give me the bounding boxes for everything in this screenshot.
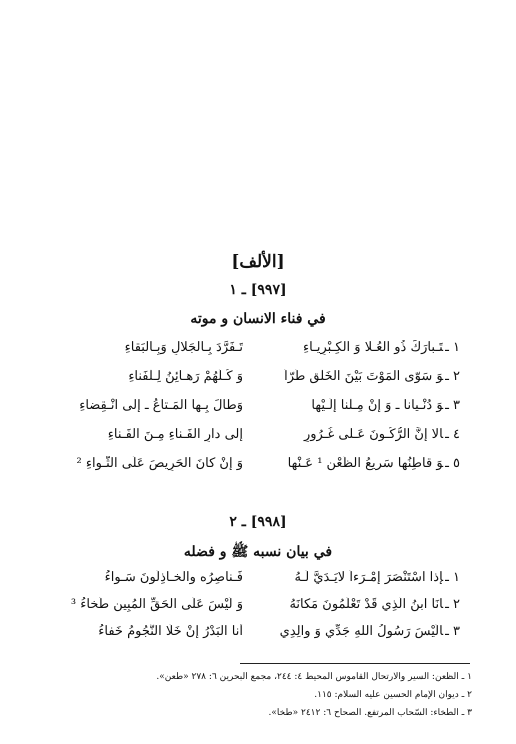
verse-number: ٤ ـ bbox=[445, 427, 460, 442]
verse-first-hemistich bbox=[260, 597, 460, 612]
verse-first-text: أنَا ابنُ الَّذِي قَدْ تَعْلَمُونَ مَكانَهُ bbox=[289, 597, 444, 612]
verse-first-hemistich bbox=[260, 427, 460, 442]
footnote: ٢ ـ ديوان الإمام الحسين عليه السلام: ١١٥. bbox=[314, 690, 472, 700]
footnote: ١ ـ الظّعن: السير والارتحال القاموس المحيط ٤: ٢٤٤، مجمع البحرين ٦: ٢٧٨ «طعن». bbox=[156, 672, 472, 682]
verse-first-text: ألَيْسَ رَسُولُ اللهِ جَدِّي وَ والِدِي bbox=[279, 624, 444, 639]
chapter-title: [الألف] bbox=[231, 252, 285, 272]
poem-title: في بيان نسبه ﷺ و فضله bbox=[183, 544, 333, 560]
verse-first-hemistich bbox=[260, 340, 460, 355]
verse-second-hemistich: وَ إنْ كانَ الحَرِيصَ عَلَى الثَّـواءِ ² bbox=[76, 456, 243, 471]
verse-second-hemistich: تَـفَرَّدَ بِـالجَلالِ وَبِـالبَقاءِ bbox=[124, 340, 243, 355]
verse-line bbox=[0, 340, 516, 364]
poem-number: [٩٩٨] ـ ٢ bbox=[229, 514, 287, 530]
verse-number: ٢ ـ bbox=[445, 597, 460, 612]
verse-first-text: ألا إنَّ الرُّكُـونَ عَـلى غُـرُورٍ bbox=[303, 427, 444, 442]
verse-second-hemistich: وَ لَيْسَ عَلَى الحَقِّ المُبِينِ طَخاءُ ³ bbox=[70, 597, 243, 612]
verse-line bbox=[0, 427, 516, 451]
verse-number: ١ ـ bbox=[445, 570, 460, 585]
poem-title: في فناء الانسان و موته bbox=[190, 311, 326, 327]
verse-number: ٢ ـ bbox=[445, 369, 460, 384]
verse-first-hemistich bbox=[260, 456, 460, 471]
verse-first-text: تَـبارَكَ ذُو العُـلا وَ الكِـبْرِيـاءِ bbox=[303, 340, 444, 355]
verse-first-text: إذا اسْتَنْصَرَ إمْـرَءاً لايَـدَيَّ لَـهُ bbox=[294, 570, 444, 585]
verse-line bbox=[0, 597, 516, 621]
poem-number: [٩٩٧] ـ ١ bbox=[229, 282, 287, 298]
verse-second-hemistich: فَـناصِرُه والخـاذِلُونَ سَـواءُ bbox=[104, 570, 243, 585]
verse-line bbox=[0, 398, 516, 422]
verse-first-hemistich bbox=[260, 570, 460, 585]
verse-line bbox=[0, 456, 516, 480]
verse-second-hemistich: أنا البَدْرُ إنْ خَلَا النُّجُومُ خَفاءُ bbox=[98, 624, 243, 639]
verse-first-hemistich bbox=[260, 398, 460, 413]
verse-first-text: وَ قاطِنُها سَريعُ الظَّعْنِ ¹ عَـنْها bbox=[287, 456, 444, 471]
verse-first-hemistich bbox=[260, 624, 460, 639]
verse-number: ١ ـ bbox=[445, 340, 460, 355]
verse-second-hemistich: وَ كُـلُّهُمْ رَهـائِنُ لِـلْفَناءِ bbox=[128, 369, 243, 384]
footnote: ٣ ـ الطخاء: السّحاب المرتفع. الصحاح ٦: ٢٤١٢ «طخا». bbox=[268, 708, 472, 718]
verse-line bbox=[0, 369, 516, 393]
verse-first-text: وَ سَوّى المَوْتَ بَيْنَ الخَلْقِ طُرّاً bbox=[284, 369, 444, 384]
footnote-divider bbox=[240, 663, 470, 664]
verse-first-hemistich bbox=[260, 369, 460, 384]
verse-line bbox=[0, 570, 516, 594]
verse-line bbox=[0, 624, 516, 648]
verse-number: ٣ ـ bbox=[445, 398, 460, 413]
verse-number: ٣ ـ bbox=[445, 624, 460, 639]
verse-first-text: وَ دُنْـيانا ـ وَ إنْ مِـلْنا إلَـيْها bbox=[311, 398, 444, 413]
verse-second-hemistich: إلى دارِ الفَـناءِ مِـنَ الفَـناءِ bbox=[107, 427, 243, 442]
verse-number: ٥ ـ bbox=[445, 456, 460, 471]
verse-second-hemistich: وَطالَ بِـها المَـتاعُ ـ إلى انْـقِضاءِ bbox=[79, 398, 243, 413]
